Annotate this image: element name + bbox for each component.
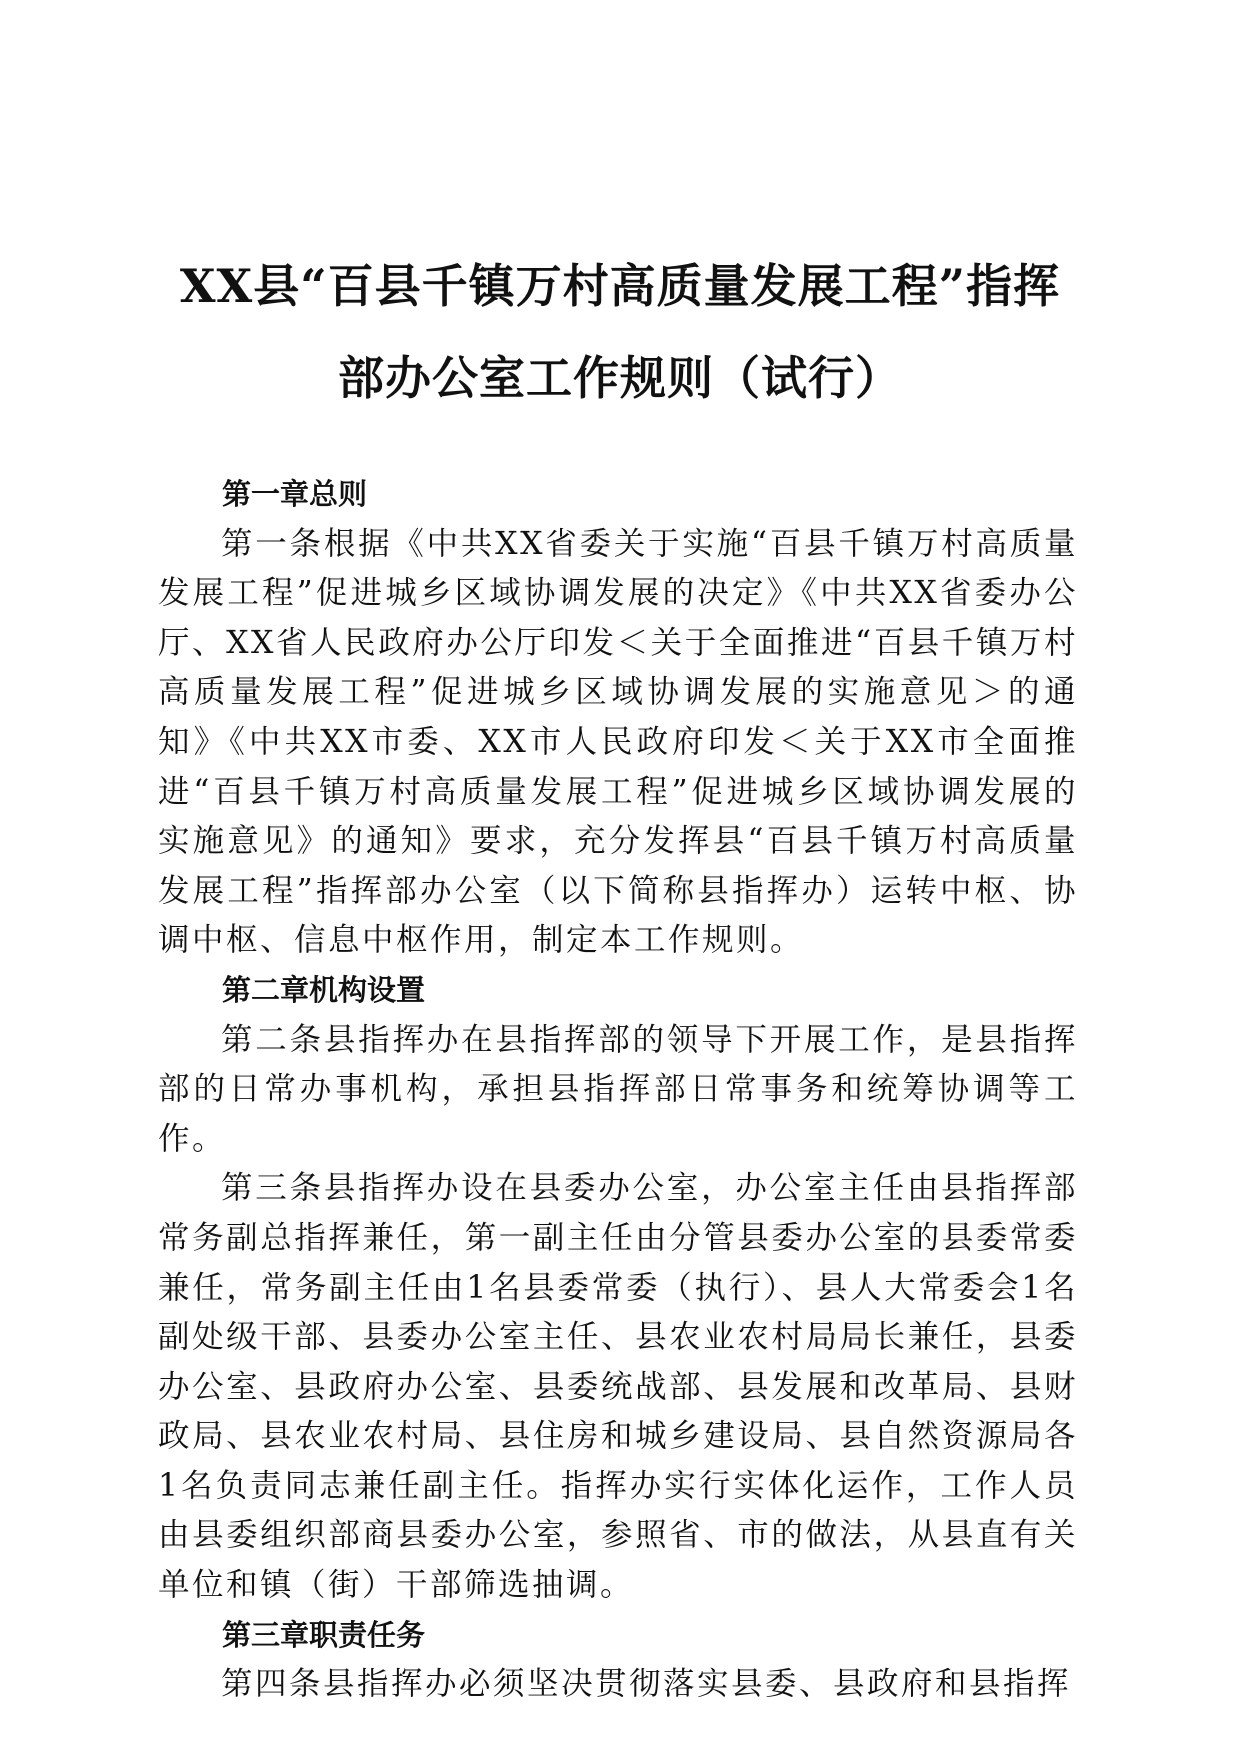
article-2: 第二条县指挥办在县指挥部的领导下开展工作，是县指挥部的日常办事机构，承担县指挥部日常事务和统筹协调等工作。 [158,1021,1078,1157]
document-title-line-1: XX县“百县千镇万村高质量发展工程”指挥 [179,259,1061,313]
chapter-heading-3: 第三章职责任务 [222,1617,426,1652]
article-3: 第三条县指挥办设在县委办公室，办公室主任由县指挥部常务副总指挥兼任，第一副主任由分管县委办公室的县委常委兼任，常务副主任由1名县委常委（执行）、县人大常委会1名副处级干部、县委办公室主任、县农业农村局局长兼任，县委办公室、县政府办公室、县委统战部、县发展和改革局、县财政局、县农业农村局、县住房和城乡建设局、县自然资源局各1名负责同志兼任副主任。指挥办实行实体化运作，工作人员由县委组织部商县委办公室，参照省、市的做法，从县直有关单位和镇（街）干部筛选抽调。 [158,1170,1078,1604]
article-4: 第四条县指挥办必须坚决贯彻落实县委、县政府和县指挥 [221,1666,1072,1703]
chapter-heading-1: 第一章总则 [222,477,368,511]
document-body [158,470,1078,1710]
article-1: 第一条根据《中共XX省委关于实施“百县千镇万村高质量发展工程”促进城乡区域协调发展的决定》《中共XX省委办公厅、XX省人民政府办公厅印发＜关于全面推进“百县千镇万村高质量发展工程”促进城乡区域协调发展的实施意见＞的通知》《中共XX市委、XX市人民政府印发＜关于XX市全面推进“百县千镇万村高质量发展工程”促进城乡区域协调发展的实施意见》的通知》要求，充分发挥县“百县千镇万村高质量发展工程”指挥部办公室（以下简称县指挥办）运转中枢、协调中枢、信息中枢作用，制定本工作规则。 [158,525,1078,959]
chapter-heading-2: 第二章机构设置 [222,972,426,1007]
document-title-line-2: 部办公室工作规则（试行） [338,351,902,405]
